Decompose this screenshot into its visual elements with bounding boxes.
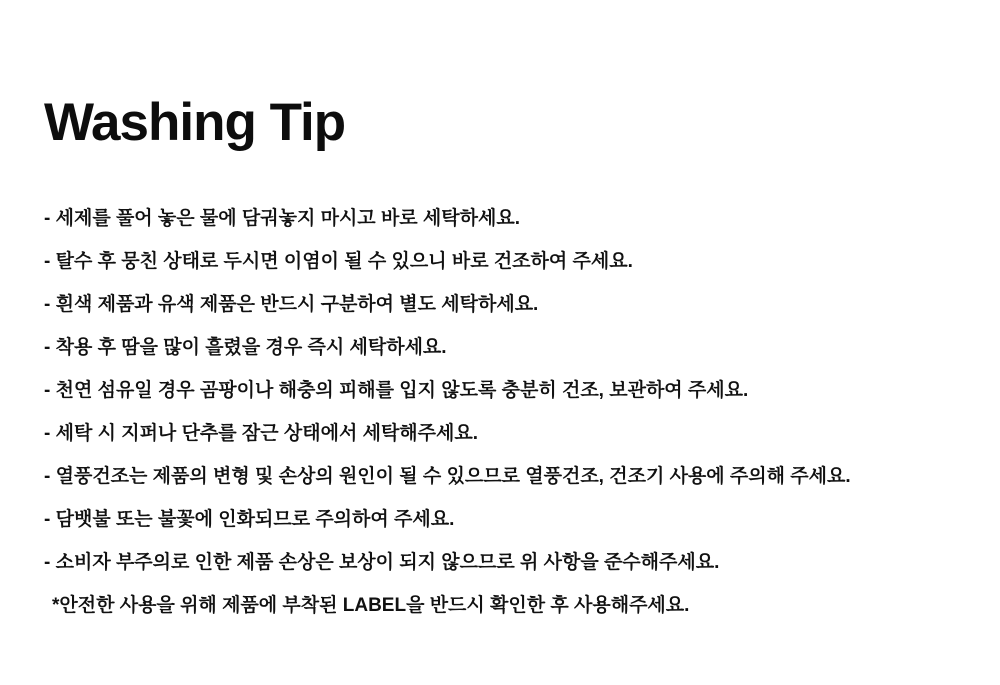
page-title: Washing Tip (44, 92, 346, 152)
washing-tip-line: - 세탁 시 지퍼나 단추를 잠근 상태에서 세탁해주세요. (44, 423, 478, 444)
washing-tip-line: - 천연 섬유일 경우 곰팡이나 해충의 피해를 입지 않도록 충분히 건조, 보관하여 주세요. (44, 380, 749, 401)
washing-tip-footnote: *안전한 사용을 위해 제품에 부착된 LABEL을 반드시 확인한 후 사용해주세요. (52, 595, 690, 616)
washing-tip-line: - 세제를 풀어 놓은 물에 담궈놓지 마시고 바로 세탁하세요. (44, 208, 520, 229)
washing-tip-line: - 담뱃불 또는 불꽃에 인화되므로 주의하여 주세요. (44, 509, 455, 530)
washing-tip-line: - 열풍건조는 제품의 변형 및 손상의 원인이 될 수 있으므로 열풍건조, 건조기 사용에 주의해 주세요. (44, 466, 851, 487)
washing-tip-line: - 흰색 제품과 유색 제품은 반드시 구분하여 별도 세탁하세요. (44, 294, 539, 315)
washing-tip-line: - 착용 후 땀을 많이 흘렸을 경우 즉시 세탁하세요. (44, 337, 447, 358)
washing-tip-line: - 탈수 후 뭉친 상태로 두시면 이염이 될 수 있으니 바로 건조하여 주세요. (44, 251, 633, 272)
washing-tip-list (44, 195, 970, 625)
washing-tip-line: - 소비자 부주의로 인한 제품 손상은 보상이 되지 않으므로 위 사항을 준수해주세요. (44, 552, 720, 573)
